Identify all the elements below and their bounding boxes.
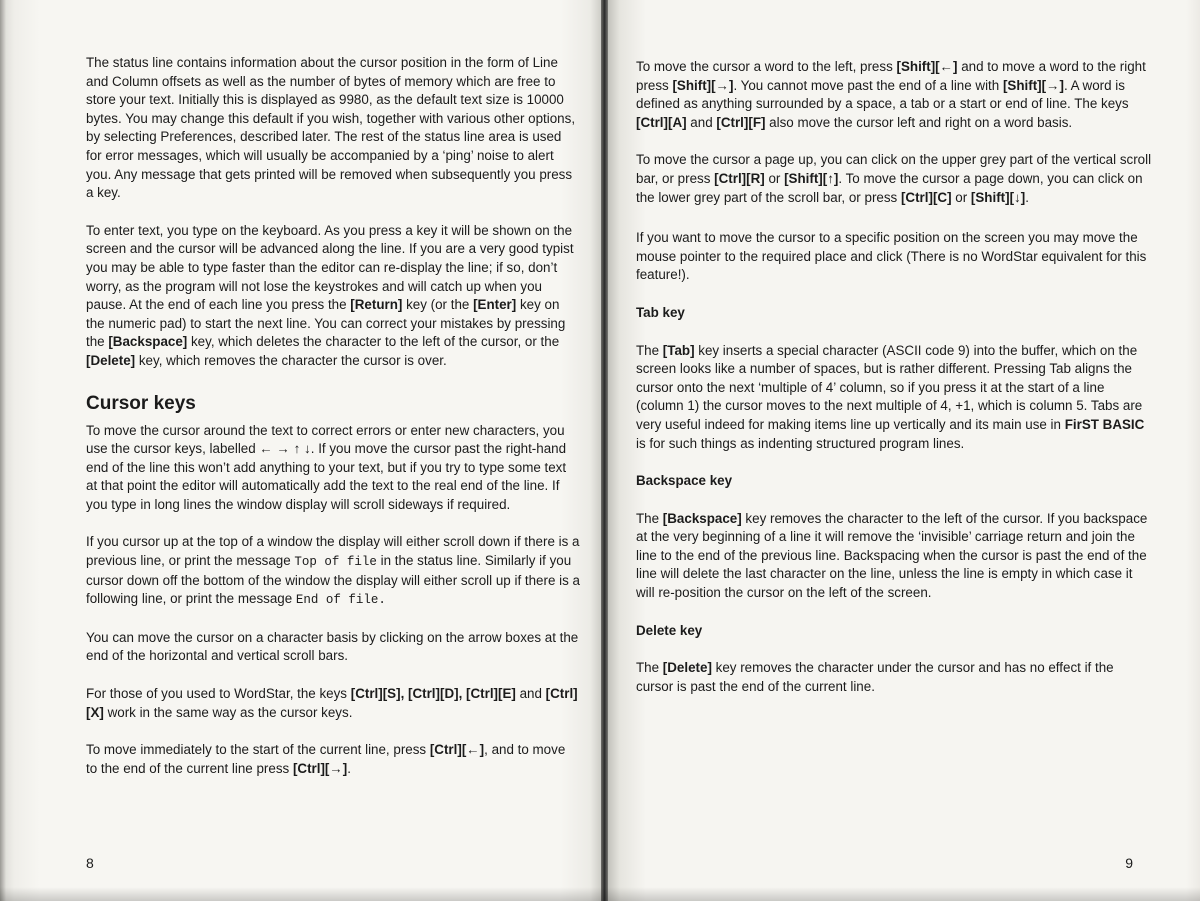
section-heading-tab-key: Tab key xyxy=(636,304,685,320)
tab-key-paragraph: The [Tab] key inserts a special character (ASCII code 9) into the buffer, which on the screen looks like a number of spaces, but is rather different. Pressing Tab aligns the cursor onto the next ‘multiple of 4’ column, so if you press it at the start of a line (column 1) the cursor moves to the next multiple of 4, +1, which is column 5. Tabs are very useful indeed for making items line up vertically and its main use in FirST BASIC is for such things as indenting structured program lines. xyxy=(636,342,1145,451)
tab-key: [Tab] xyxy=(662,342,695,358)
status-line-paragraph: The status line contains information about the cursor position in the form of Line and Column offsets as well as the number of bytes of memory which are free to store your text. Initially this is displayed as 9980, as the default text size is 10000 bytes. You may change this default if you wish, together with various other options, by selecting Preferences, described later. The rest of the status line area is used for error messages, which will usually be accompanied by a ‘ping’ noise to alert you. Any message that gets printed will be removed when subsequently you press a key. xyxy=(86,55,576,201)
bottom-shadow xyxy=(0,887,1200,901)
backspace-key-name: [Backspace] xyxy=(662,510,742,526)
wordstar-keys: [Ctrl][S], [Ctrl][D], [Ctrl][E] xyxy=(350,686,516,702)
delete-key: [Delete] xyxy=(86,352,136,368)
book-gutter xyxy=(601,0,608,901)
top-of-file-message: Top of file xyxy=(294,555,377,570)
ctrl-f-key: [Ctrl][F] xyxy=(716,114,766,130)
section-heading-backspace-key: Backspace key xyxy=(636,473,733,489)
end-of-file-message: End of file. xyxy=(295,593,386,608)
first-basic-name: FirST BASIC xyxy=(1064,416,1145,432)
backspace-key: [Backspace] xyxy=(108,334,188,350)
ctrl-r-key: [Ctrl][R] xyxy=(714,170,765,186)
backspace-key-paragraph: The [Backspace] key removes the character to the left of the cursor. If you backspace at the very beginning of a line it will remove the ‘invisible’ carriage return and join the line to the end of the previous line. Backspacing when the cursor is past the end of the line will delete the last character on the line, unless the line is empty in which case it will re-position the cursor on the left of the screen. xyxy=(636,510,1148,601)
shift-left-key: [Shift][←] xyxy=(896,59,958,74)
page-number-right: 9 xyxy=(1125,855,1133,871)
scroll-window-paragraph: If you cursor up at the top of a window the display will either scroll down if there is a previous line, or print the message Top of file in the status line. Similarly if you cursor down off the bottom of the window the display will either scroll up if there is a following line, or print the message End of file. xyxy=(86,534,580,608)
enter-key: [Enter] xyxy=(473,297,517,313)
ctrl-left-key: [Ctrl][←] xyxy=(429,742,485,758)
page-edge xyxy=(0,0,6,901)
section-heading-delete-key: Delete key xyxy=(636,622,703,638)
mouse-click-paragraph: If you want to move the cursor to a specific position on the screen you may move the mouse pointer to the required place and click (There is no WordStar equivalent for this feature!). xyxy=(636,230,1147,283)
ctrl-right-key: [Ctrl][→] xyxy=(292,760,348,776)
wordstar-keys-paragraph: For those of you used to WordStar, the keys [Ctrl][S], [Ctrl][D], [Ctrl][E] and [Ctrl][X] work in the same way as the cursor keys. xyxy=(86,686,578,720)
ctrl-c-key: [Ctrl][C] xyxy=(900,189,952,205)
shift-up-key: [Shift][↑] xyxy=(784,170,839,186)
shift-right-key-2: [Shift][→] xyxy=(1002,77,1064,93)
line-start-end-paragraph: To move immediately to the start of the current line, press [Ctrl][←], and to move to the end of the current line press [Ctrl][→]. xyxy=(86,742,566,776)
arrow-boxes-paragraph: You can move the cursor on a character basis by clicking on the arrow boxes at the end of the horizontal and vertical scroll bars. xyxy=(86,629,579,664)
page-number-left: 8 xyxy=(86,855,94,871)
shift-right-key: [Shift][→] xyxy=(672,77,734,93)
left-page-column xyxy=(86,54,580,778)
page-movement-paragraph: To move the cursor a page up, you can click on the upper grey part of the vertical scroll bar, or press [Ctrl][R] or [Shift][↑]. To move the cursor a page down, you can click on the lower grey part of the scroll bar, or press [Ctrl][C] or [Shift][↓]. xyxy=(636,152,1152,205)
delete-key-paragraph: The [Delete] key removes the character under the cursor and has no effect if the cursor is past the end of the current line. xyxy=(636,660,1114,694)
right-page xyxy=(606,0,1200,901)
cursor-keys-paragraph: To move the cursor around the text to correct errors or enter new characters, you use the cursor keys, labelled ← → ↑ ↓. If you move the cursor past the right-hand end of the line this won’t add anything to your text, but if you try to type some text at that point the editor will automatically add the text to the real end of the line. If you type in long lines the window display will scroll sideways if required. xyxy=(86,422,567,512)
shift-down-key: [Shift][↓] xyxy=(970,189,1026,205)
ctrl-a-key: [Ctrl][A] xyxy=(636,114,687,130)
section-heading-cursor-keys: Cursor keys xyxy=(86,392,196,414)
right-page-column xyxy=(636,58,1153,696)
word-movement-paragraph: To move the cursor a word to the left, press [Shift][←] and to move a word to the right press [Shift][→]. You cannot move past the end of a line with [Shift][→]. A word is defined as anything surrounded by a space, a tab or a start or end of line. The keys [Ctrl][A] and [Ctrl][F] also move the cursor left and right on a word basis. xyxy=(636,59,1146,130)
delete-key-name: [Delete] xyxy=(662,660,712,676)
ctrl-x-key: [Ctrl][X] xyxy=(86,686,578,720)
return-key: [Return] xyxy=(350,297,403,313)
enter-text-paragraph: To enter text, you type on the keyboard. As you press a key it will be shown on the screen and the cursor will be advanced along the line. If you are a very good typist you may be able to type faster than the editor can re-display the line; if so, don’t worry, as the program will not lose the keystrokes and will catch up when you pause. At the end of each line you press the [Return] key (or the [Enter] key on the numeric pad) to start the next line. You can correct your mistakes by pressing the [Backspace] key, which deletes the character to the left of the cursor, or the [Delete] key, which removes the character the cursor is over. xyxy=(86,222,574,368)
